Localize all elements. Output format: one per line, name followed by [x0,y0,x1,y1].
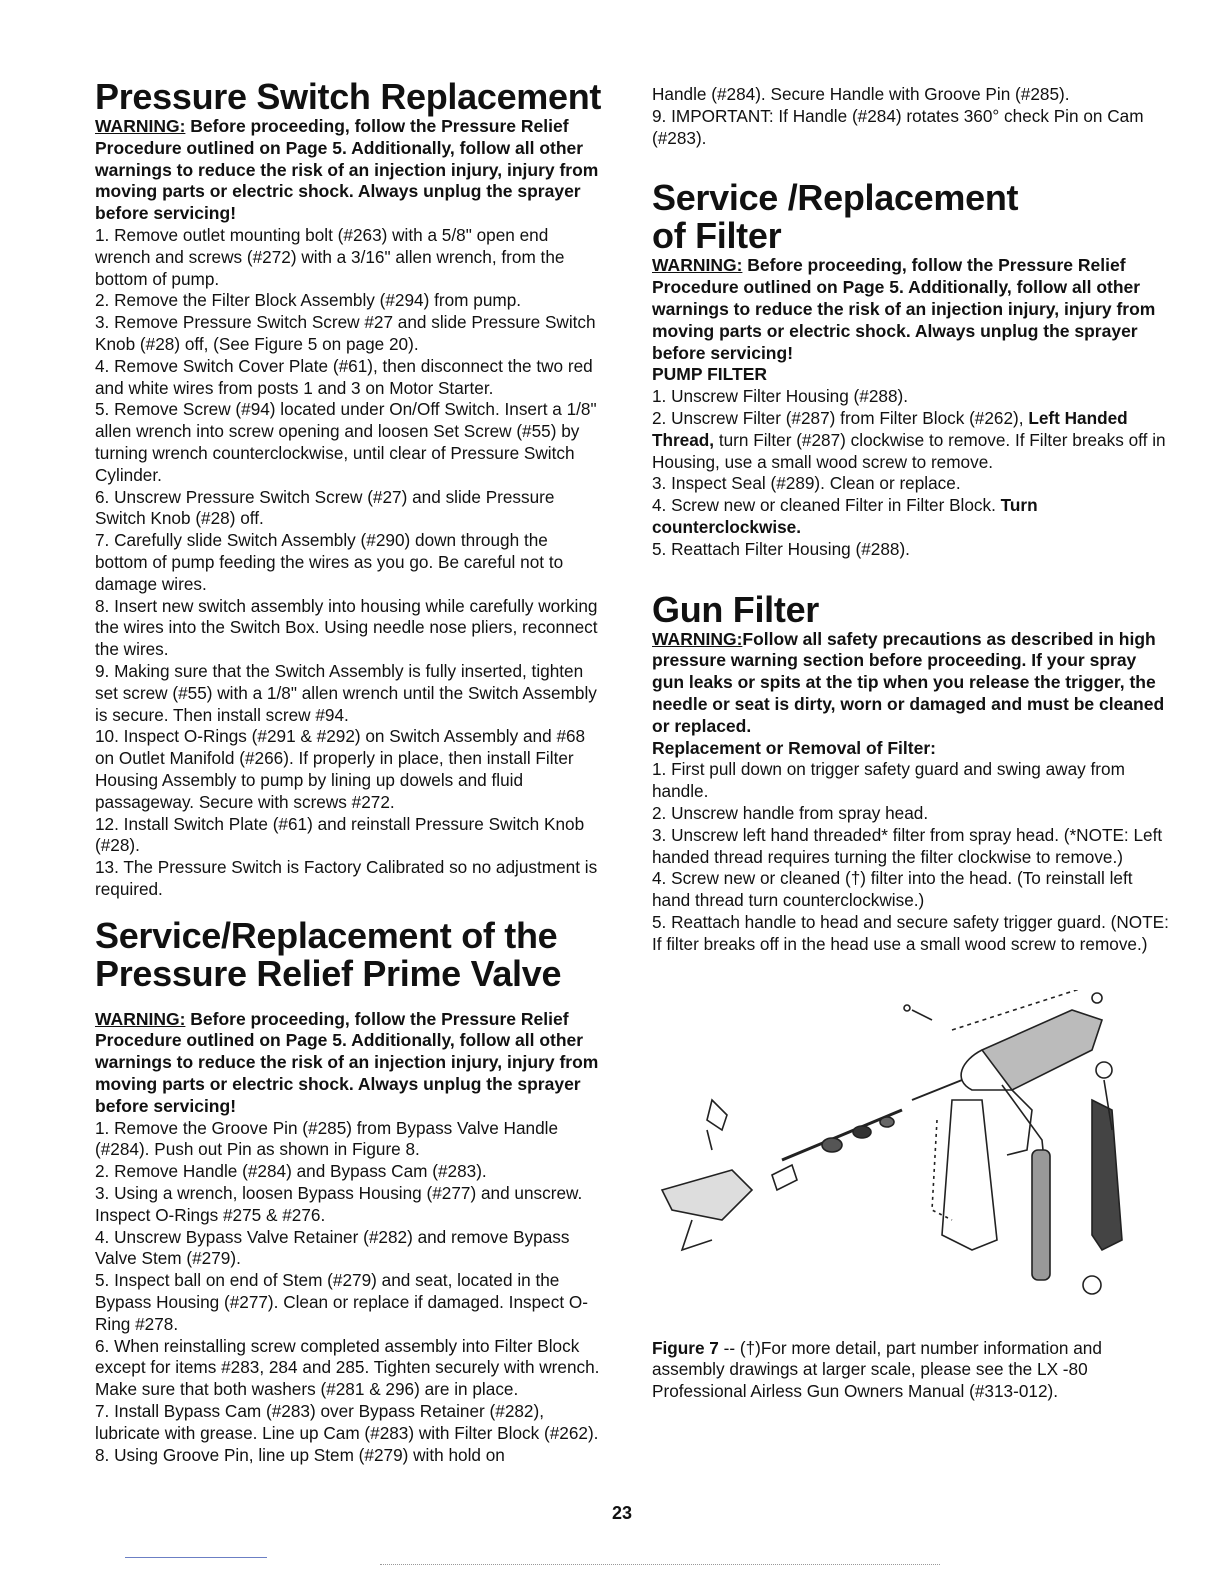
pump-filter-steps [652,386,1172,560]
warning-label: WARNING: [95,116,186,136]
step: 8. Using Groove Pin, line up Stem (#279) with hold on [95,1444,505,1465]
step: 4. Remove Switch Cover Plate (#61), then disconnect the two red and white wires from posts 1 and 3 on Motor Starter. [95,355,593,398]
step: 3. Unscrew left hand threaded* filter from spray head. (*NOTE: Left handed thread requires turning the filter clockwise to remove.) [652,824,1163,867]
footer-scan-marks [380,1564,940,1566]
gun-filter-subhead: Replacement or Removal of Filter: [652,737,936,758]
warning-label: WARNING: [95,1008,186,1029]
spray-gun-drawing [652,990,1152,1320]
pump-filter-subhead: PUMP FILTER [652,364,768,385]
gun-filter-title: Gun Filter [652,588,819,630]
prime-valve-title: Service/Replacement of the Pressure Relief Prime Valve [95,914,562,994]
right-column [652,84,1172,1420]
step: 1. First pull down on trigger safety guard and swing away from handle. [652,759,1125,802]
step: 12. Install Switch Plate (#61) and reinstall Pressure Switch Knob (#28). [95,813,585,856]
warning-text: Before proceeding, follow the Pressure Relief Procedure outlined on Page 5. Additionally, follow all other warnings to reduce the risk of an injection injury, injury from moving parts or electric shock. Always unplug the sprayer before servicing! [95,116,599,224]
gun-filter-warning [652,629,1172,738]
step: 7. Carefully slide Switch Assembly (#290) down through the bottom of pump feeding the wires as you go. Be careful not to damage wires. [95,530,564,594]
gun-filter-steps [652,759,1172,955]
step: 4. Unscrew Bypass Valve Retainer (#282) and remove Bypass Valve Stem (#279). [95,1226,570,1269]
step: 5. Remove Screw (#94) located under On/Off Switch. Insert a 1/8" allen wrench into screw opening and loosen Set Screw (#55) by turning wrench counterclockwise, until clear of Pressure Switch Cylinder. [95,399,597,485]
prime-valve-steps [95,1118,605,1467]
warning-text: Follow all safety precautions as described in high pressure warning section before proceeding. If your spray gun leaks or spits at the tip when you release the trigger, the needle or seat is dirty, worn or damaged and must be cleaned or replaced. [652,628,1165,736]
step: 3. Remove Pressure Switch Screw #27 and slide Pressure Switch Knob (#28) off, (See Figure 5 on page 20). [95,312,596,354]
step: 6. Unscrew Pressure Switch Screw (#27) and slide Pressure Switch Knob (#28) off. [95,486,555,529]
pressure-switch-title: Pressure Switch Replacement [95,76,602,117]
step: 2. Unscrew handle from spray head. [652,802,929,823]
page-number: 23 [612,1503,633,1523]
figure-caption: Figure 7 -- (†)For more detail, part number information and assembly drawings at larger scale, please see the LX -80 Professional Airless Gun Owners Manual (#313-012). [652,1337,1102,1402]
step: 4. Screw new or cleaned Filter in Filter Block. Turn counterclockwise. [652,495,1038,537]
step: 2. Unscrew Filter (#287) from Filter Block (#262), Left Handed Thread, turn Filter (#287) clockwise to remove. If Filter breaks off in Housing, use a small wood screw to remove. [652,407,1166,472]
step: 6. When reinstalling screw completed assembly into Filter Block except for items #283, 284 and 285. Tighten securely with wrench. Make sure that both washers (#281 & 296) are in place. [95,1335,600,1400]
footer-rule [125,1557,267,1558]
step: 13. The Pressure Switch is Factory Calibrated so no adjustment is required. [95,857,598,899]
step: 2. Remove the Filter Block Assembly (#294) from pump. [95,290,522,311]
left-column [95,78,605,1466]
step: 8. Insert new switch assembly into housing while carefully working the wires into the Switch Box. Using needle nose pliers, reconnect the wires. [95,595,598,660]
continued-step-9: 9. IMPORTANT: If Handle (#284) rotates 360° check Pin on Cam (#283). [652,105,1144,148]
step: 1. Unscrew Filter Housing (#288). [652,386,908,407]
warning-label: WARNING: [652,255,743,276]
step: 3. Inspect Seal (#289). Clean or replace. [652,473,961,494]
step: 9. Making sure that the Switch Assembly is fully inserted, tighten set screw (#55) with a 1/8" allen wrench until the Switch Assembly is secure. Then install screw #94. [95,660,597,725]
step: 1. Remove the Groove Pin (#285) from Bypass Valve Handle (#284). Push out Pin as shown in Figure 8. [95,1117,559,1160]
step: 7. Install Bypass Cam (#283) over Bypass Retainer (#282), lubricate with grease. Line up Cam (#283) with Filter Block (#262). [95,1401,599,1443]
pressure-switch-warning [95,116,605,225]
spray-gun-exploded-diagram [652,990,1152,1320]
warning-text: Before proceeding, follow the Pressure Relief Procedure outlined on Page 5. Additionally, follow all other warnings to reduce the risk of an injection injury, injury from moving parts or electric shock. Always unplug the sprayer before servicing! [652,255,1156,363]
step: 2. Remove Handle (#284) and Bypass Cam (#283). [95,1161,487,1182]
prime-valve-warning [95,1009,605,1118]
warning-label: WARNING: [652,628,743,649]
step: 5. Reattach Filter Housing (#288). [652,538,910,559]
step: 5. Inspect ball on end of Stem (#279) and seat, located in the Bypass Housing (#277). Clean or replace if damaged. Inspect O-Ring #278. [95,1270,588,1334]
step: 10. Inspect O-Rings (#291 & #292) on Switch Assembly and #68 on Outlet Manifold (#266). If properly in place, then install Filter Housing Assembly to pump by lining up dowels and fluid passageway. Secure with screws #272. [95,726,586,812]
continued-text: Handle (#284). Secure Handle with Groove Pin (#285). [652,84,1070,104]
filter-service-title: Service /Replacement of Filter [652,177,1019,257]
step: 1. Remove outlet mounting bolt (#263) with a 5/8" open end wrench and screws (#272) with a 3/16" allen wrench, from the bottom of pump. [95,224,565,289]
step: 5. Reattach handle to head and secure safety trigger guard. (NOTE: If filter breaks off in the head use a small wood screw to remove.) [652,911,1169,954]
step: 4. Screw new or cleaned (†) filter into the head. (To reinstall left hand thread turn counterclockwise.) [652,868,1133,911]
filter-service-warning [652,255,1172,364]
pressure-switch-steps [95,225,605,901]
warning-text: Before proceeding, follow the Pressure Relief Procedure outlined on Page 5. Additionally, follow all other warnings to reduce the risk of an injection injury, injury from moving parts or electric shock. Always unplug the sprayer before servicing! [95,1008,599,1116]
step: 3. Using a wrench, loosen Bypass Housing (#277) and unscrew. Inspect O-Rings #275 & #276. [95,1183,583,1225]
